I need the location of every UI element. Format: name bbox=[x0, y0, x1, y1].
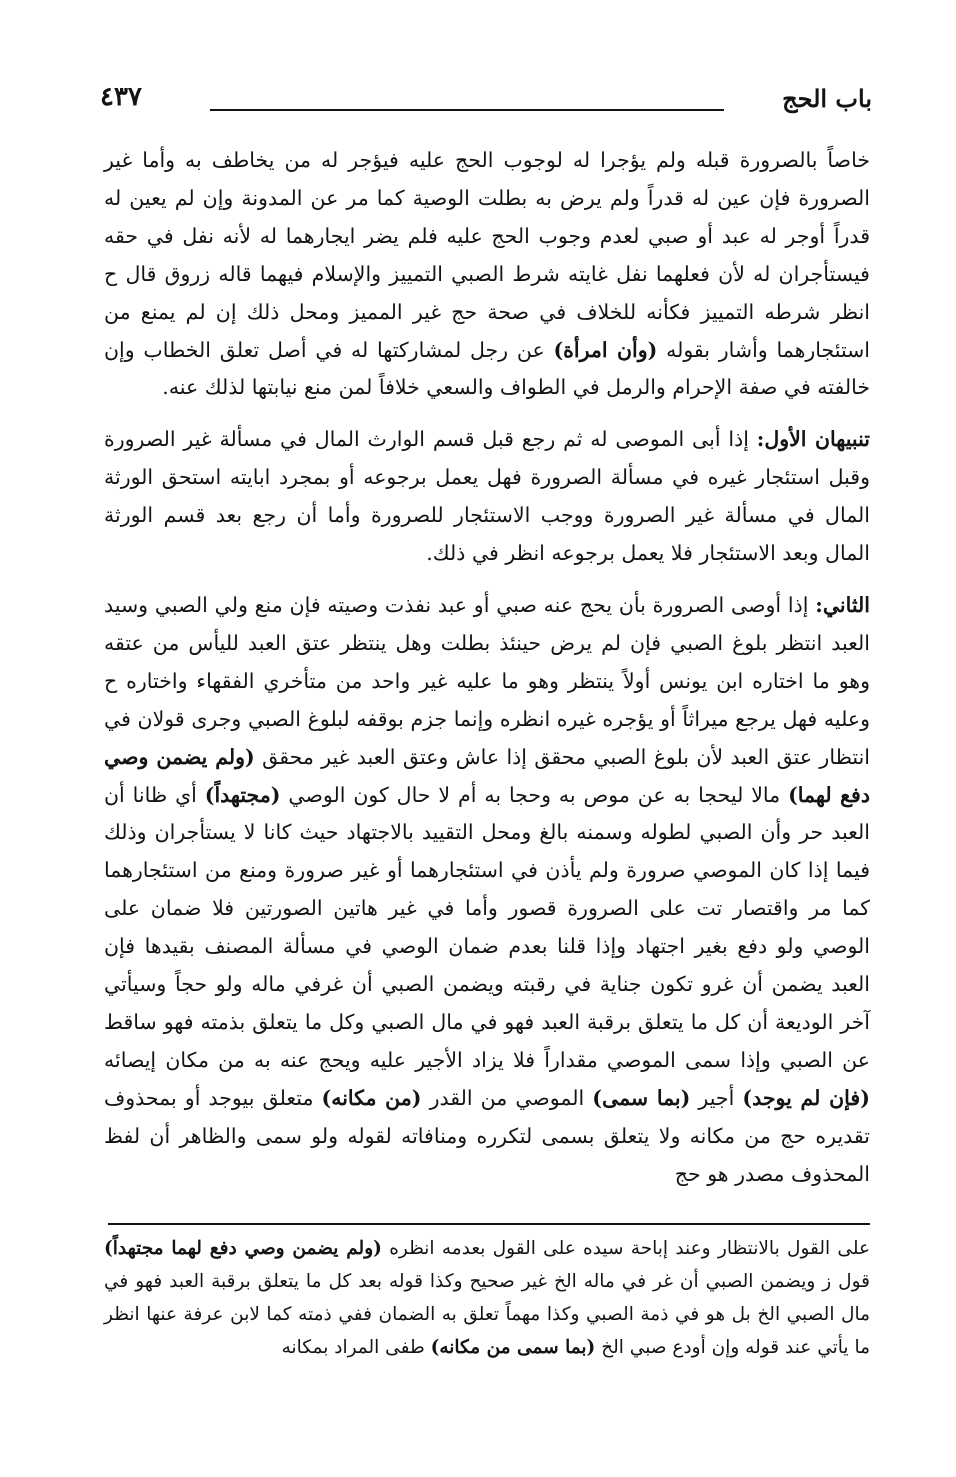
bold-quote: (ولم يضمن وصي دفع لهما مجتهداً) bbox=[104, 1238, 382, 1259]
footnote bbox=[104, 1232, 870, 1364]
text-run: إذا أبى الموصى له ثم رجع قبل قسم الوارث المال في مسألة غير الصرورة وقبل استئجار غيره في مسألة الصرورة فهل يعمل برجوعه أو بمجرد ابايته استحق الورثة المال في مسألة غير الصرورة ووجب الاستئجار للصرورة وأما أن رجع بعد قسم الورثة المال وبعد الاستئجار فلا يعمل برجوعه انظر في ذلك. bbox=[104, 427, 870, 566]
text-run: أجير bbox=[698, 1085, 735, 1110]
paragraph-2 bbox=[104, 421, 870, 573]
paragraph-1 bbox=[104, 142, 870, 407]
text-run: خاصاً بالصرورة قبله ولم يؤجرا له لوجوب الحج عليه فيؤجر له من يخاطف به وأما غير الصرورة فإن عين له قدراً ولم يرض به بطلت الوصية كما مر عن المدونة وإن لم يعين له قدراً أوجر له عبد أو صبي لعدم وجوب الحج عليه فلم يضر ايجارهما له لأنه نفل في حقه فيستأجران له لأن فعلهما نفل غايته شرط الصبي التمييز والإسلام فيهما قاله زروق قال ح انظر شرطه التمييز فكأنه للخلاف في صحة حج غير المميز ومحل ذلك إن لم يمنع من استئجارهما وأشار بقوله bbox=[104, 148, 870, 362]
bold-quote: (بما سمى من مكانه) bbox=[430, 1337, 596, 1358]
running-header bbox=[100, 82, 872, 122]
main-text bbox=[104, 142, 870, 1193]
bold-quote: (ولم يضمن وصي دفع لهما) bbox=[104, 744, 870, 807]
text-run: أي ظانا أن العبد حر وأن الصبي لطوله وسمنه بالغ ومحل التقييد بالاجتهاد حيث كانا لا يستأجران وذلك فيما إذا كان الموصي صرورة ولم يأذن في استئجارهما أو غير صرورة ومنع من استئجارهما كما مر واقتصار تت على الصرورة قصور وأما في غير هاتين الصورتين فلا ضمان على الوصي ولو دفع بغير اجتهاد وإذا قلنا بعدم ضمان الوصي في مسألة المصنف بقيدها فإن العبد يضمن أن غرو تكون جناية في رقبته ويضمن الصبي أن غرفي ماله ولو حجاً وسيأتي آخر الوديعة أن كل ما يتعلق برقبة العبد فهو في مال الصبي وكل ما يتعلق بذمته فهو ساقط عن الصبي وإذا سمى الموصي مقداراً فلا يزاد الأجير عليه ويحج عنه به من مكان إيصائه bbox=[104, 782, 870, 1072]
text-run: إذا أوصى الصرورة بأن يحج عنه صبي أو عبد نفذت وصيته فإن منع ولي الصبي وسيد العبد انتظر بلوغ الصبي فإن لم يرض حينئذ بطلت وهل ينتظر عتق العبد لليأس من عتقه وهو ما اختاره ابن يونس أولاً ينتظر وهو ما عليه غير واحد من متأخري الفقهاء واختاره ح وعليه فهل يرجع ميراثاً أو يؤجره غيره انظره وإنما جزم بوقفه لبلوغ الصبي وجرى قولان في انتظار عتق العبد لأن بلوغ الصبي محقق إذا عاش وعتق العبد غير محقق bbox=[104, 592, 870, 769]
paragraph-3 bbox=[104, 587, 870, 1194]
bold-quote: (بما سمى) bbox=[592, 1085, 691, 1110]
section-label: تنبيهان الأول: bbox=[756, 427, 870, 452]
bold-quote: (من مكانه) bbox=[321, 1085, 422, 1110]
text-run: مالا ليحجا به عن موص به وحجا به أم لا حال كون الوصي bbox=[288, 782, 781, 807]
text-run: الموصي من القدر bbox=[429, 1085, 585, 1110]
text-run: طفى المراد بمكانه bbox=[281, 1337, 425, 1358]
text-run: قول ز ويضمن الصبي أن غر في ماله الخ غير صحيح وكذا قوله بعد كل ما يتعلق برقبة العبد فهو في مال الصبي الخ بل هو في ذمة الصبي وكذا مهماً تعلق به الضمان ففي ذمته كما لابن عرفة عنها انظر ما يأتي عند قوله وإن أودع صبي الخ bbox=[104, 1271, 870, 1358]
bold-quote: (فإن لم يوجد) bbox=[742, 1085, 870, 1110]
header-rule bbox=[210, 109, 724, 111]
bold-quote: (مجتهداً) bbox=[204, 782, 281, 807]
text-run: عن رجل لمشاركتها له في أصل تعلق الخطاب وإن خالفته في صفة الإحرام والرمل في الطواف والسعي خلافاً لمن منع نيابتها لذلك عنه. bbox=[104, 337, 870, 400]
bold-quote: (وأن امرأة) bbox=[553, 337, 658, 362]
text-run: على القول بالانتظار وعند إباحة سيده على القول بعدمه انظره bbox=[389, 1238, 870, 1259]
page-number: ٤٣٧ bbox=[100, 82, 142, 112]
text-run: متعلق بيوجد أو بمحذوف تقديره حج من مكانه ولا يتعلق بسمى لتكرره ومنافاته لقوله ولو سمى والظاهر أن لفظ المحذوف مصدر هو حج bbox=[104, 1085, 870, 1186]
footnote-rule bbox=[108, 1223, 870, 1225]
chapter-title: باب الحج bbox=[782, 84, 872, 113]
footnote-paragraph bbox=[104, 1232, 870, 1364]
section-label: الثاني: bbox=[815, 592, 870, 617]
